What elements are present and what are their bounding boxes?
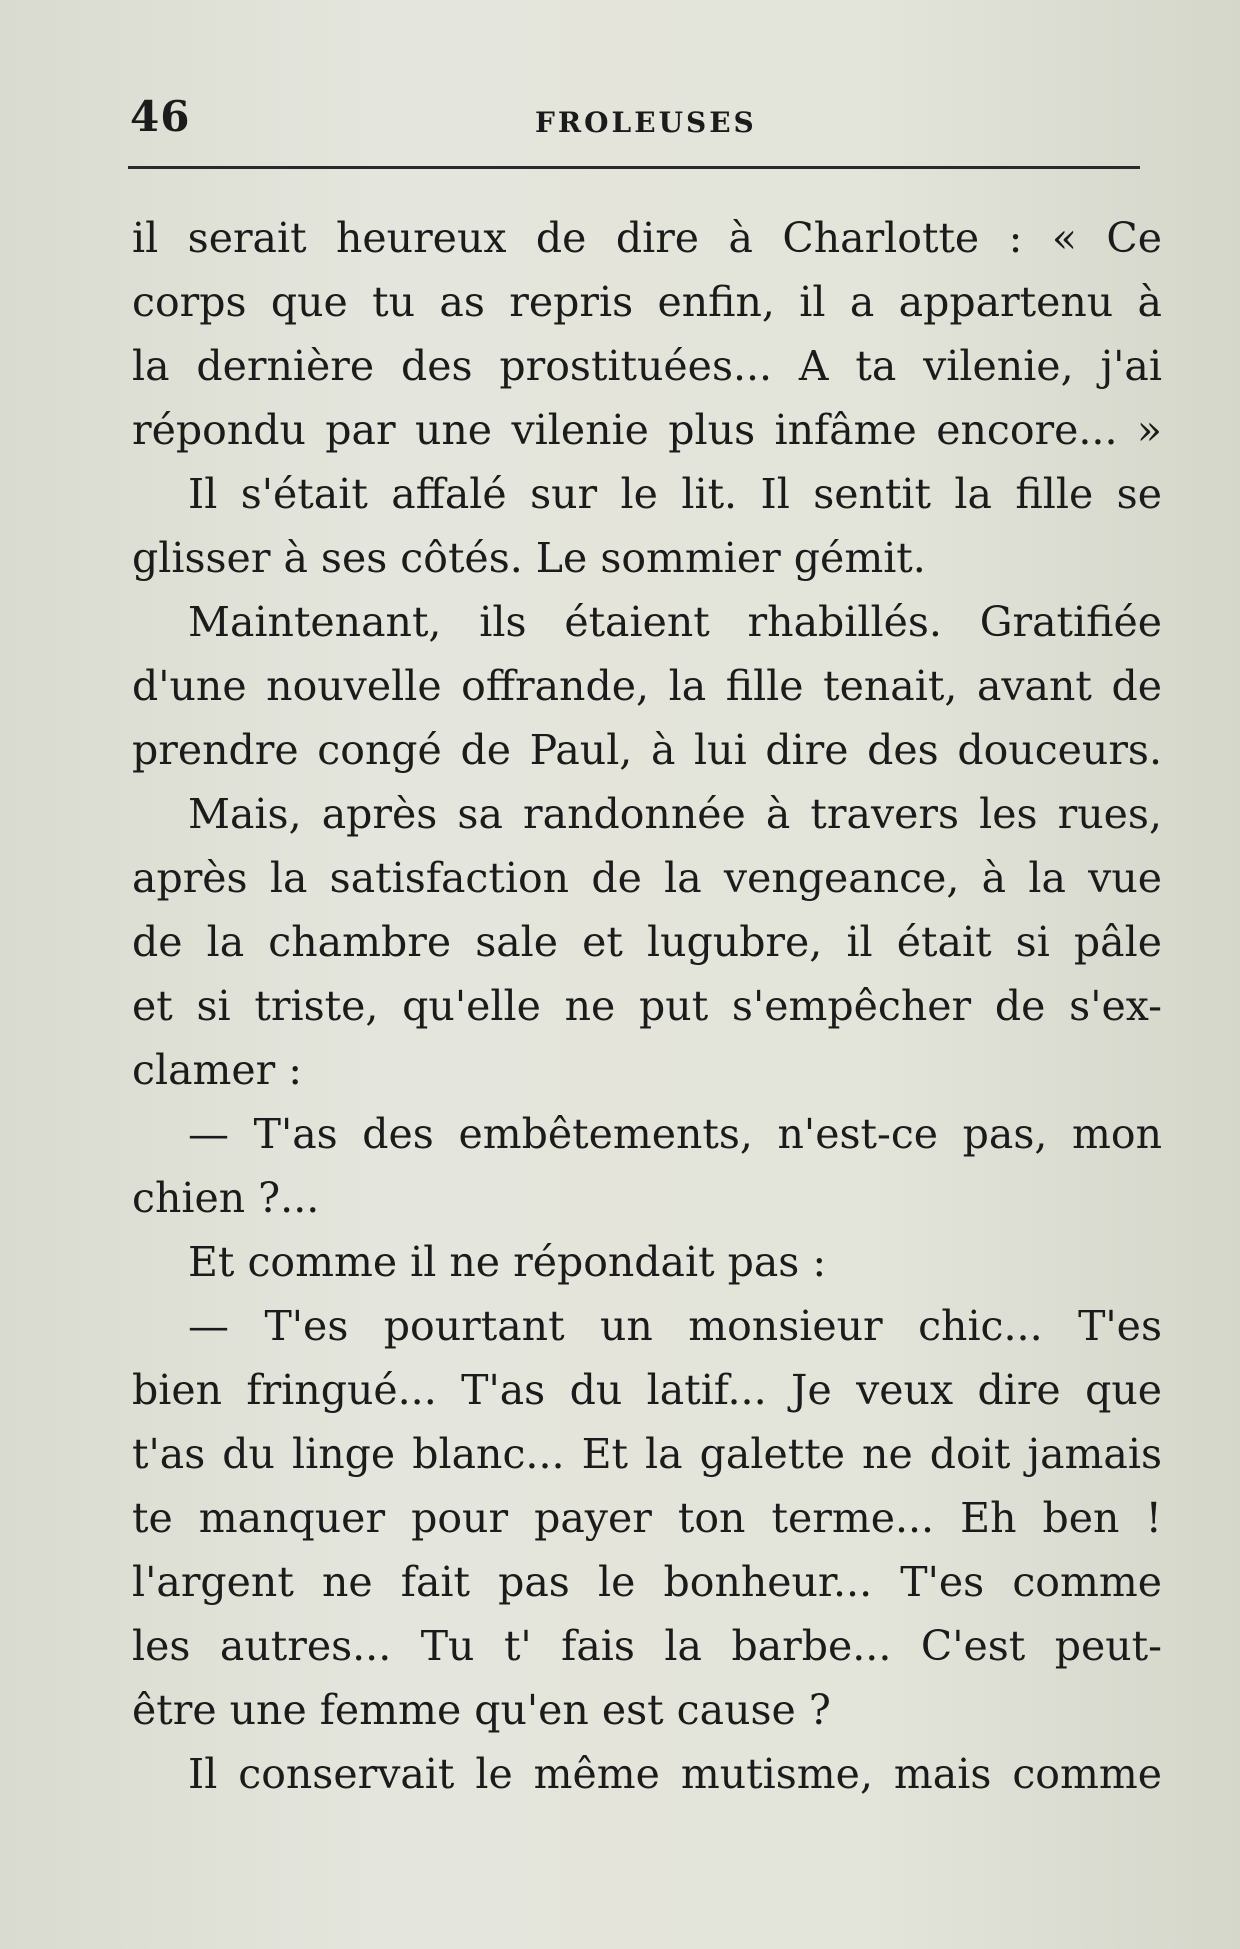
text-line: chien ?... [132, 1174, 320, 1222]
text-line: clamer : [132, 1046, 303, 1094]
header-rule [128, 166, 1140, 169]
text-line: répondu par une vilenie plus infâme encore... » [132, 406, 1162, 454]
text-line: Mais, après sa randonnée à travers les rues, [188, 790, 1162, 838]
text-line: — T'es pourtant un monsieur chic... T'es [188, 1302, 1162, 1350]
text-line: d'une nouvelle offrande, la fille tenait, avant de [132, 662, 1162, 710]
body-text [132, 206, 1162, 1806]
page-header [130, 92, 1140, 142]
text-line: il serait heureux de dire à Charlotte : « Ce [132, 214, 1162, 262]
text-line: Maintenant, ils étaient rhabillés. Gratifiée [188, 598, 1162, 646]
text-line: être une femme qu'en est cause ? [132, 1686, 831, 1734]
text-line: te manquer pour payer ton terme... Eh ben ! [132, 1494, 1162, 1542]
text-line: — T'as des embêtements, n'est-ce pas, mon [188, 1110, 1162, 1158]
text-line: la dernière des prostituées... A ta vilenie, j'ai [132, 342, 1162, 390]
text-line: les autres... Tu t' fais la barbe... C'est peut- [132, 1622, 1162, 1670]
text-line: glisser à ses côtés. Le sommier gémit. [132, 534, 926, 582]
running-title: FROLEUSES [535, 106, 757, 139]
text-line: prendre congé de Paul, à lui dire des douceurs. [132, 726, 1162, 774]
text-line: Il conservait le même mutisme, mais comme [188, 1750, 1162, 1798]
text-line: et si triste, qu'elle ne put s'empêcher de s'ex- [132, 982, 1162, 1030]
text-line: après la satisfaction de la vengeance, à la vue [132, 854, 1162, 902]
text-line: l'argent ne fait pas le bonheur... T'es comme [132, 1558, 1162, 1606]
text-line: Et comme il ne répondait pas : [188, 1238, 827, 1286]
text-line: bien fringué... T'as du latif... Je veux dire que [132, 1366, 1162, 1414]
text-line: corps que tu as repris enfin, il a appartenu à [132, 278, 1162, 326]
text-line: t'as du linge blanc... Et la galette ne doit jamais [132, 1430, 1162, 1478]
text-line: de la chambre sale et lugubre, il était si pâle [132, 918, 1162, 966]
text-line: Il s'était affalé sur le lit. Il sentit la fille se [188, 470, 1162, 518]
page-number: 46 [130, 92, 191, 141]
